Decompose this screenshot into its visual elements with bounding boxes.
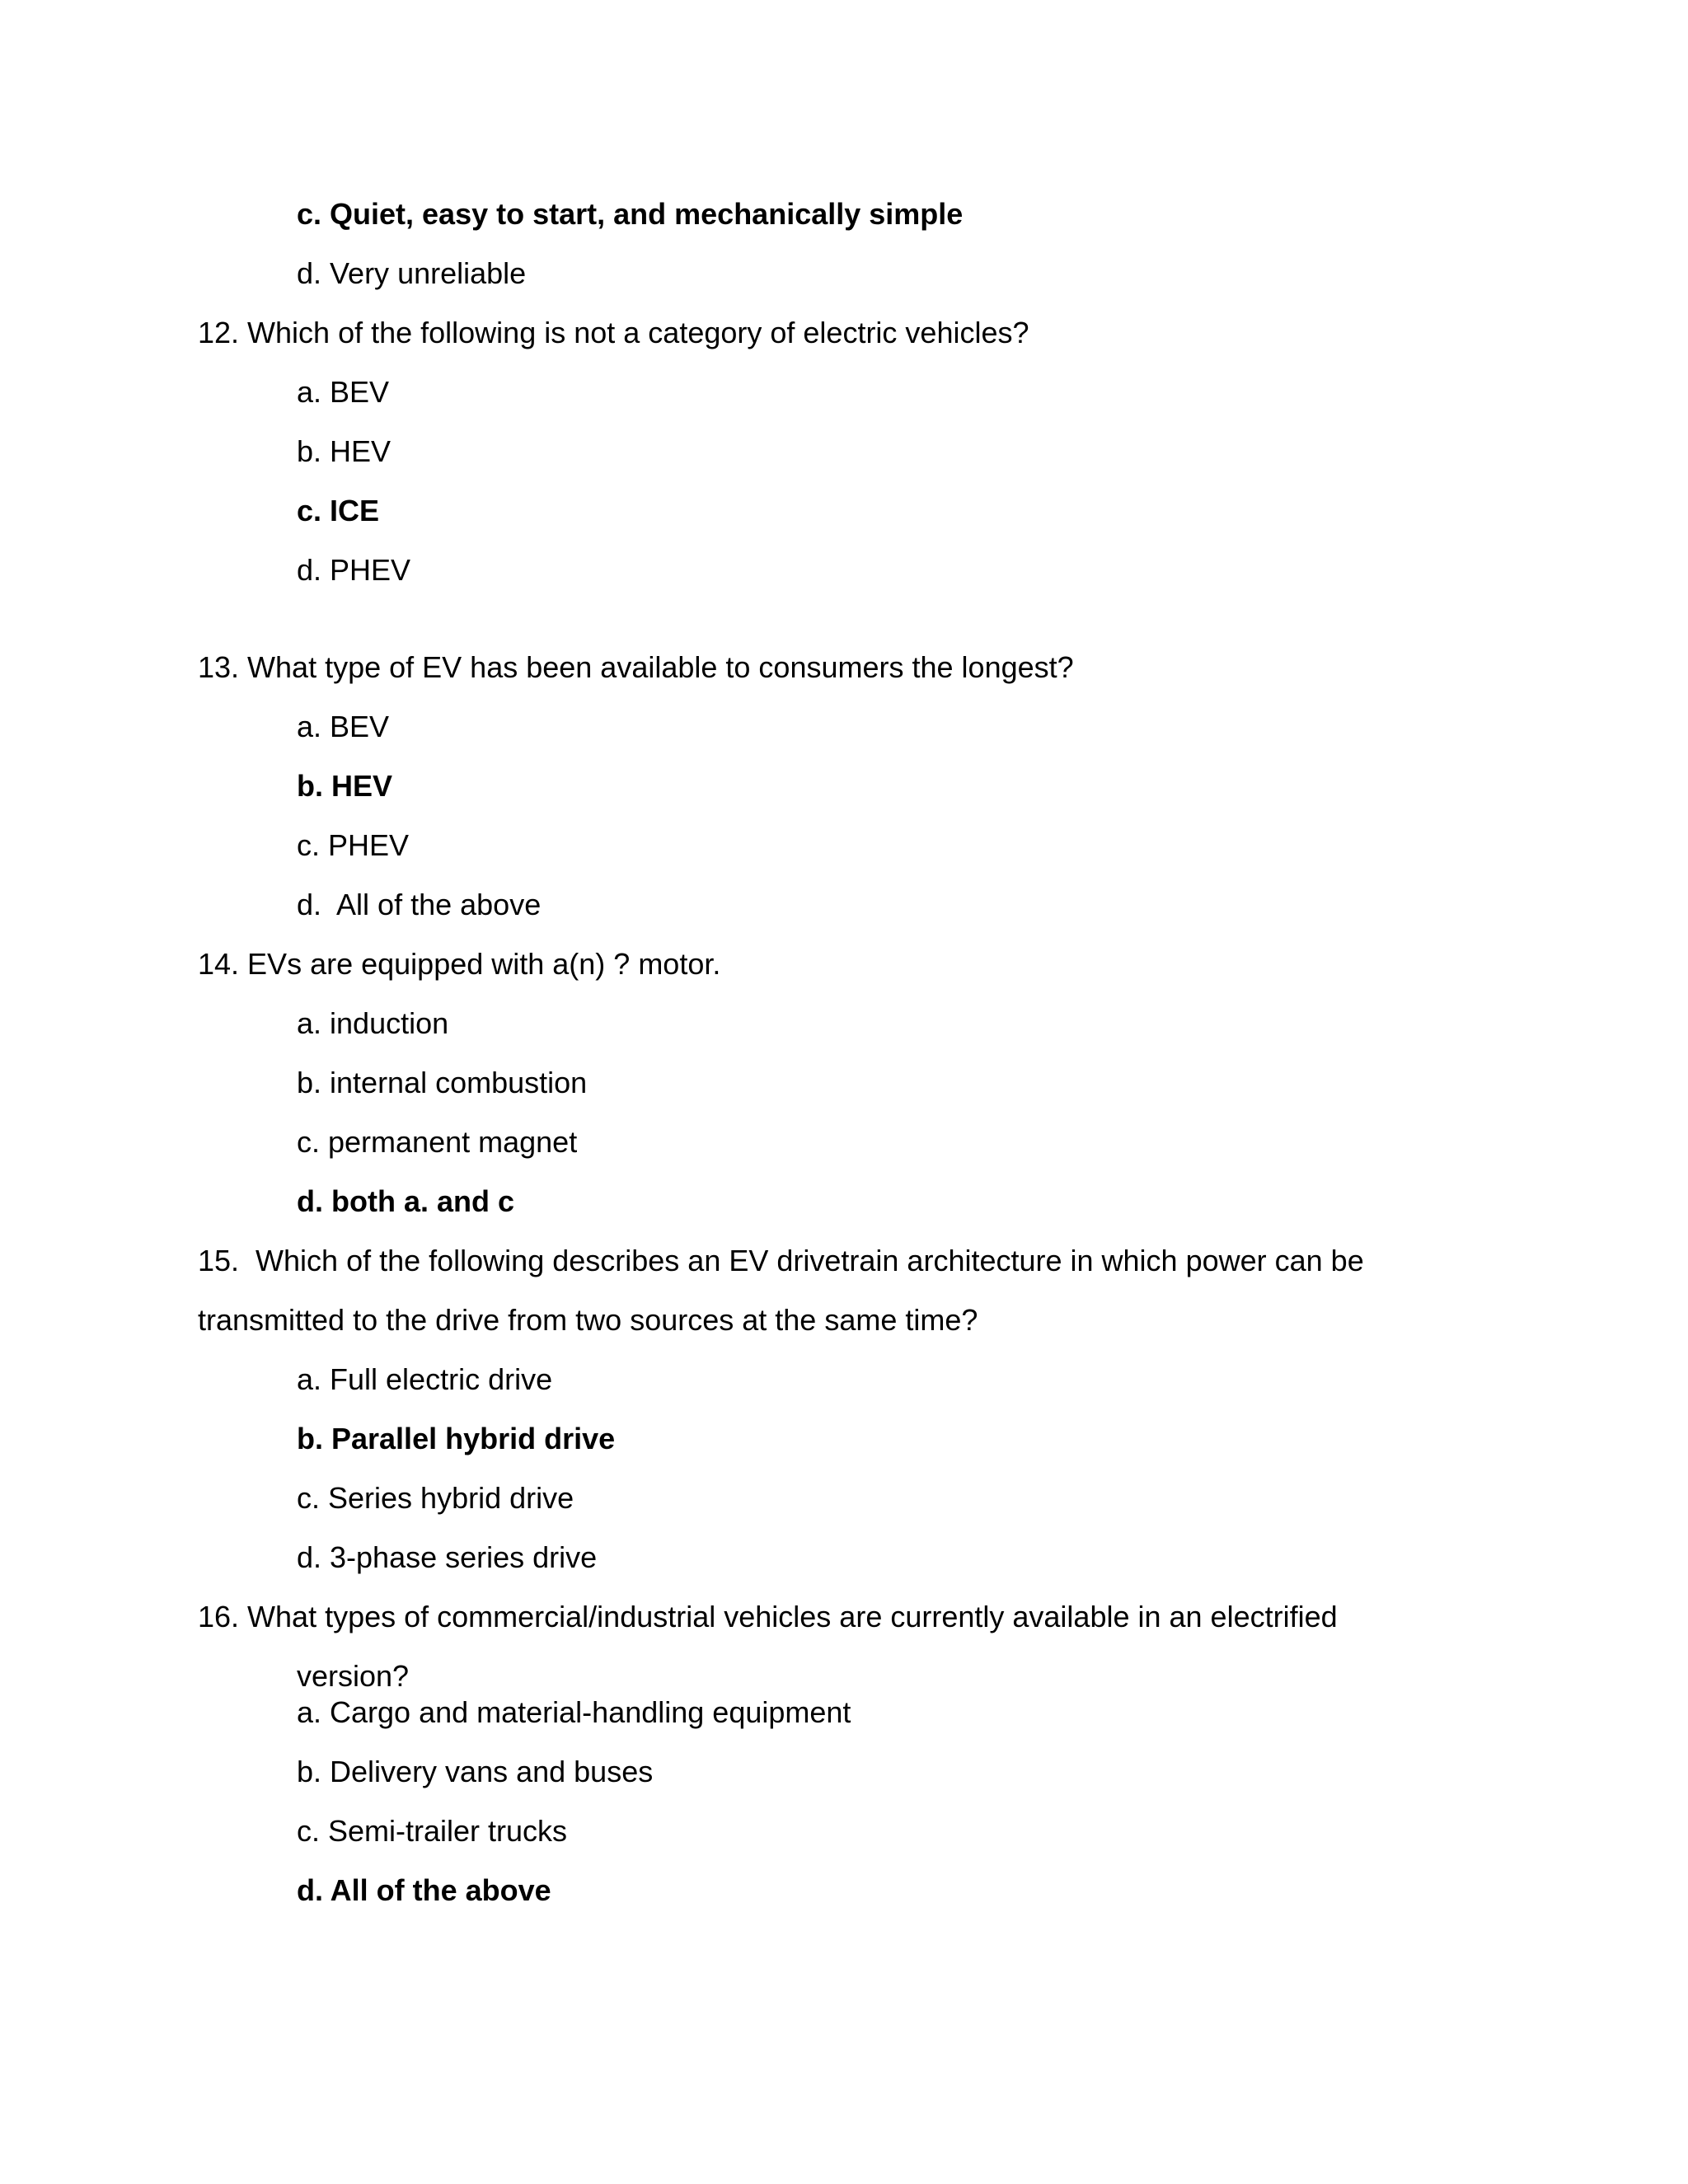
q15-option-d: d. 3-phase series drive — [297, 1540, 598, 1574]
q13-option-d: d. All of the above — [297, 888, 542, 921]
q16-option-a: a. Cargo and material-handling equipment — [297, 1695, 851, 1729]
q13-question: 13. What type of EV has been available to consumers the longest? — [198, 650, 1074, 684]
q11-option-d: d. Very unreliable — [297, 256, 527, 290]
q15-option-a: a. Full electric drive — [297, 1362, 553, 1396]
q12-option-d: d. PHEV — [297, 553, 411, 587]
q16-option-c: c. Semi-trailer trucks — [297, 1814, 568, 1848]
q12-option-a: a. BEV — [297, 375, 390, 409]
q15-option-c: c. Series hybrid drive — [297, 1481, 574, 1515]
q15-question-line1: 15. Which of the following describes an EV drivetrain architecture in which power can be — [198, 1244, 1364, 1277]
q16-option-b: b. Delivery vans and buses — [297, 1755, 654, 1788]
q16-question-line2: version? — [297, 1659, 410, 1693]
q16-option-d-answer: d. All of the above — [297, 1873, 551, 1907]
q11-option-c-answer: c. Quiet, easy to start, and mechanically simple — [297, 197, 964, 231]
q14-option-b: b. internal combustion — [297, 1066, 588, 1099]
q13-option-b-answer: b. HEV — [297, 769, 393, 803]
q12-question: 12. Which of the following is not a category of electric vehicles? — [198, 316, 1029, 349]
q14-option-c: c. permanent magnet — [297, 1125, 578, 1159]
q13-option-c: c. PHEV — [297, 828, 410, 862]
q15-question-line2: transmitted to the drive from two sources at the same time? — [198, 1303, 978, 1337]
q14-question: 14. EVs are equipped with a(n) ? motor. — [198, 947, 721, 981]
q14-option-d-answer: d. both a. and c — [297, 1184, 515, 1218]
q16-question-line1: 16. What types of commercial/industrial vehicles are currently available in an electrified — [198, 1600, 1338, 1633]
q15-option-b-answer: b. Parallel hybrid drive — [297, 1422, 616, 1455]
q12-option-b: b. HEV — [297, 434, 392, 468]
q12-option-c-answer: c. ICE — [297, 494, 380, 527]
q14-option-a: a. induction — [297, 1006, 449, 1040]
q13-option-a: a. BEV — [297, 710, 390, 743]
